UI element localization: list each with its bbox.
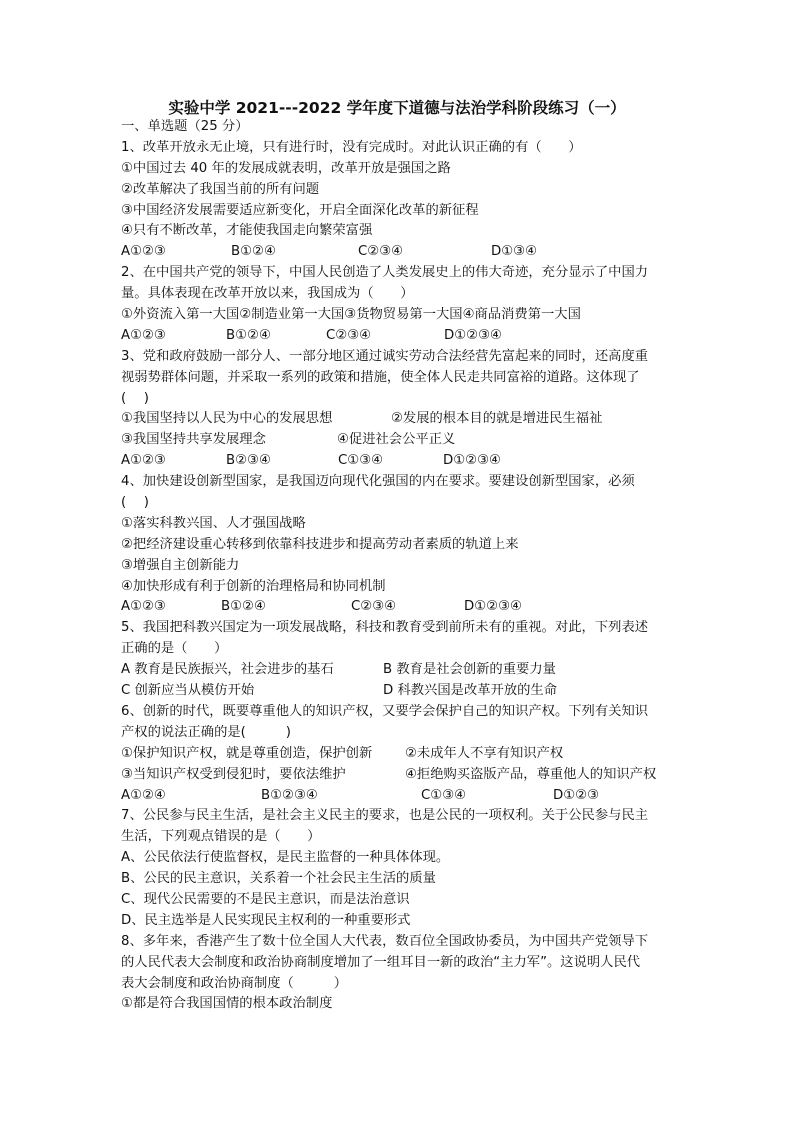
question-3-statement-4: ④促进社会公平正义: [337, 432, 456, 448]
page-title: 实验中学 2021---2022 学年度下道德与法治学科阶段练习（一）: [168, 99, 626, 117]
question-8-stem-line-3: 表大会制度和政治协商制度（ ）: [121, 975, 348, 991]
question-3-stem-line-2: 视弱势群体问题，并采取一系列的政策和措施，使全体人民走共同富裕的道路。这体现了: [121, 369, 640, 385]
question-1-options: [121, 242, 681, 263]
question-2-option-a: A①②③: [121, 327, 166, 343]
question-5-options-row-1: [121, 660, 681, 681]
question-2-statements: ①外资流入第一大国②制造业第一大国③货物贸易第一大国④商品消费第一大国: [121, 307, 581, 323]
question-3-option-b: B②③④: [226, 453, 271, 469]
question-4-statement-4: ④加快形成有利于创新的治理格局和协同机制: [121, 578, 386, 594]
question-7-option-b: B、公民的民主意识，关系着一个社会民主生活的质量: [121, 871, 436, 887]
question-4-stem-line-2: ( ): [121, 495, 149, 511]
question-5-stem-line-1: 5、我国把科教兴国定为一项发展战略，科技和教育受到前所未有的重视。对此，下列表述: [121, 620, 649, 636]
question-4-option-a: A①②③: [121, 599, 166, 615]
question-7-option-a: A、公民依法行使监督权，是民主监督的一种具体体现。: [121, 850, 450, 866]
question-1-statement-2: ②改革解决了我国当前的所有问题: [121, 181, 320, 197]
question-2-stem-line-1: 2、在中国共产党的领导下，中国人民创造了人类发展史上的伟大奇迹，充分显示了中国力: [121, 265, 649, 281]
question-3-statement-2: ②发展的根本目的就是增进民生福祉: [391, 411, 603, 427]
question-2-option-c: C②③④: [326, 327, 372, 343]
question-5-option-a: A 教育是民族振兴，社会进步的基石: [121, 662, 334, 678]
question-1-statement-1: ①中国过去 40 年的发展成就表明，改革开放是强国之路: [121, 160, 451, 176]
question-3-statement-3: ③我国坚持共享发展理念: [121, 432, 266, 448]
question-8-statement-1: ①都是符合我国国情的根本政治制度: [121, 996, 333, 1012]
question-5-option-b: B 教育是社会创新的重要力量: [383, 662, 556, 678]
question-6-statement-4: ④拒绝购买盗版产品，尊重他人的知识产权: [405, 766, 657, 782]
question-5-stem-line-2: 正确的是（ ）: [121, 641, 228, 657]
question-3-option-a: A①②③: [121, 453, 166, 469]
question-6-statements-row-2: [121, 765, 681, 786]
question-4-option-d: D①②③④: [464, 599, 522, 615]
question-2-stem-line-2: 量。具体表现在改革开放以来，我国成为（ ）: [121, 286, 414, 302]
question-1-option-c: C②③④: [358, 244, 404, 260]
question-1-option-a: A①②③: [121, 244, 166, 260]
question-6-option-d: D①②③: [553, 787, 600, 803]
question-4-option-c: C②③④: [351, 599, 397, 615]
question-6-option-a: A①②④: [121, 787, 166, 803]
question-2-option-d: D①②③④: [444, 327, 502, 343]
question-1-stem: 1、改革开放永无止境，只有进行时，没有完成时。对此认识正确的有（ ）: [121, 139, 582, 155]
question-3-statements-row-1: [121, 409, 681, 430]
question-7-stem-line-2: 生活，下列观点错误的是（ ）: [121, 829, 321, 845]
question-5-options-row-2: [121, 681, 681, 702]
question-8-stem-line-1: 8、多年来，香港产生了数十位全国人大代表，数百位全国政协委员，为中国共产党领导下: [121, 933, 649, 949]
question-6-stem-line-1: 6、创新的时代，既要尊重他人的知识产权，又要学会保护自己的知识产权。下列有关知识: [121, 703, 649, 719]
question-6-statement-1: ①保护知识产权，就是尊重创造，保护创新: [121, 745, 373, 761]
question-4-statement-1: ①落实科教兴国、人才强国战略: [121, 515, 306, 531]
question-3-options: [121, 451, 681, 472]
question-5-option-d: D 科教兴国是改革开放的生命: [383, 683, 558, 699]
question-5-option-c: C 创新应当从模仿开始: [121, 683, 255, 699]
question-6-option-c: C①③④: [421, 787, 467, 803]
question-4-option-b: B①②④: [221, 599, 266, 615]
question-3-option-c: C①③④: [338, 453, 384, 469]
question-3-stem-line-1: 3、党和政府鼓励一部分人、一部分地区通过诚实劳动合法经营先富起来的同时，还高度重: [121, 348, 649, 364]
question-6-statement-2: ②未成年人不享有知识产权: [405, 745, 564, 761]
section-heading: 一、单选题（25 分）: [121, 119, 249, 134]
question-4-stem-line-1: 4、加快建设创新型国家，是我国迈向现代化强国的内在要求。要建设创新型国家，必须: [121, 474, 635, 490]
question-3-stem-line-3: ( ): [121, 390, 149, 406]
exam-content: [121, 117, 681, 1015]
question-4-statement-2: ②把经济建设重心转移到依靠科技进步和提高劳动者素质的轨道上来: [121, 536, 519, 552]
question-4-options: [121, 597, 681, 618]
question-1-statement-4: ④只有不断改革，才能使我国走向繁荣富强: [121, 223, 373, 239]
question-3-statement-1: ①我国坚持以人民为中心的发展思想: [121, 411, 333, 427]
question-6-option-b: B①②③④: [261, 787, 318, 803]
question-7-option-c: C、现代公民需要的不是民主意识，而是法治意识: [121, 891, 410, 907]
question-6-stem-line-2: 产权的说法正确的是( ): [121, 724, 291, 740]
question-1-statement-3: ③中国经济发展需要适应新变化，开启全面深化改革的新征程: [121, 202, 479, 218]
question-1-option-b: B①②④: [231, 244, 276, 260]
question-6-statements-row-1: [121, 744, 681, 765]
question-7-stem-line-1: 7、公民参与民主生活，是社会主义民主的要求，也是公民的一项权利。关于公民参与民主: [121, 808, 649, 824]
question-3-statements-row-2: [121, 430, 681, 451]
question-2-options: [121, 326, 681, 347]
question-7-option-d: D、民主选举是人民实现民主权利的一种重要形式: [121, 912, 411, 928]
question-2-option-b: B①②④: [226, 327, 271, 343]
question-3-option-d: D①②③④: [443, 453, 501, 469]
question-1-option-d: D①③④: [491, 244, 538, 260]
question-8-stem-line-2: 的人民代表大会制度和政治协商制度增加了一组耳目一新的政治“主力军”。这说明人民代: [121, 954, 641, 970]
question-4-statement-3: ③增强自主创新能力: [121, 557, 240, 573]
question-6-statement-3: ③当知识产权受到侵犯时，要依法维护: [121, 766, 346, 782]
question-6-options: [121, 786, 681, 807]
